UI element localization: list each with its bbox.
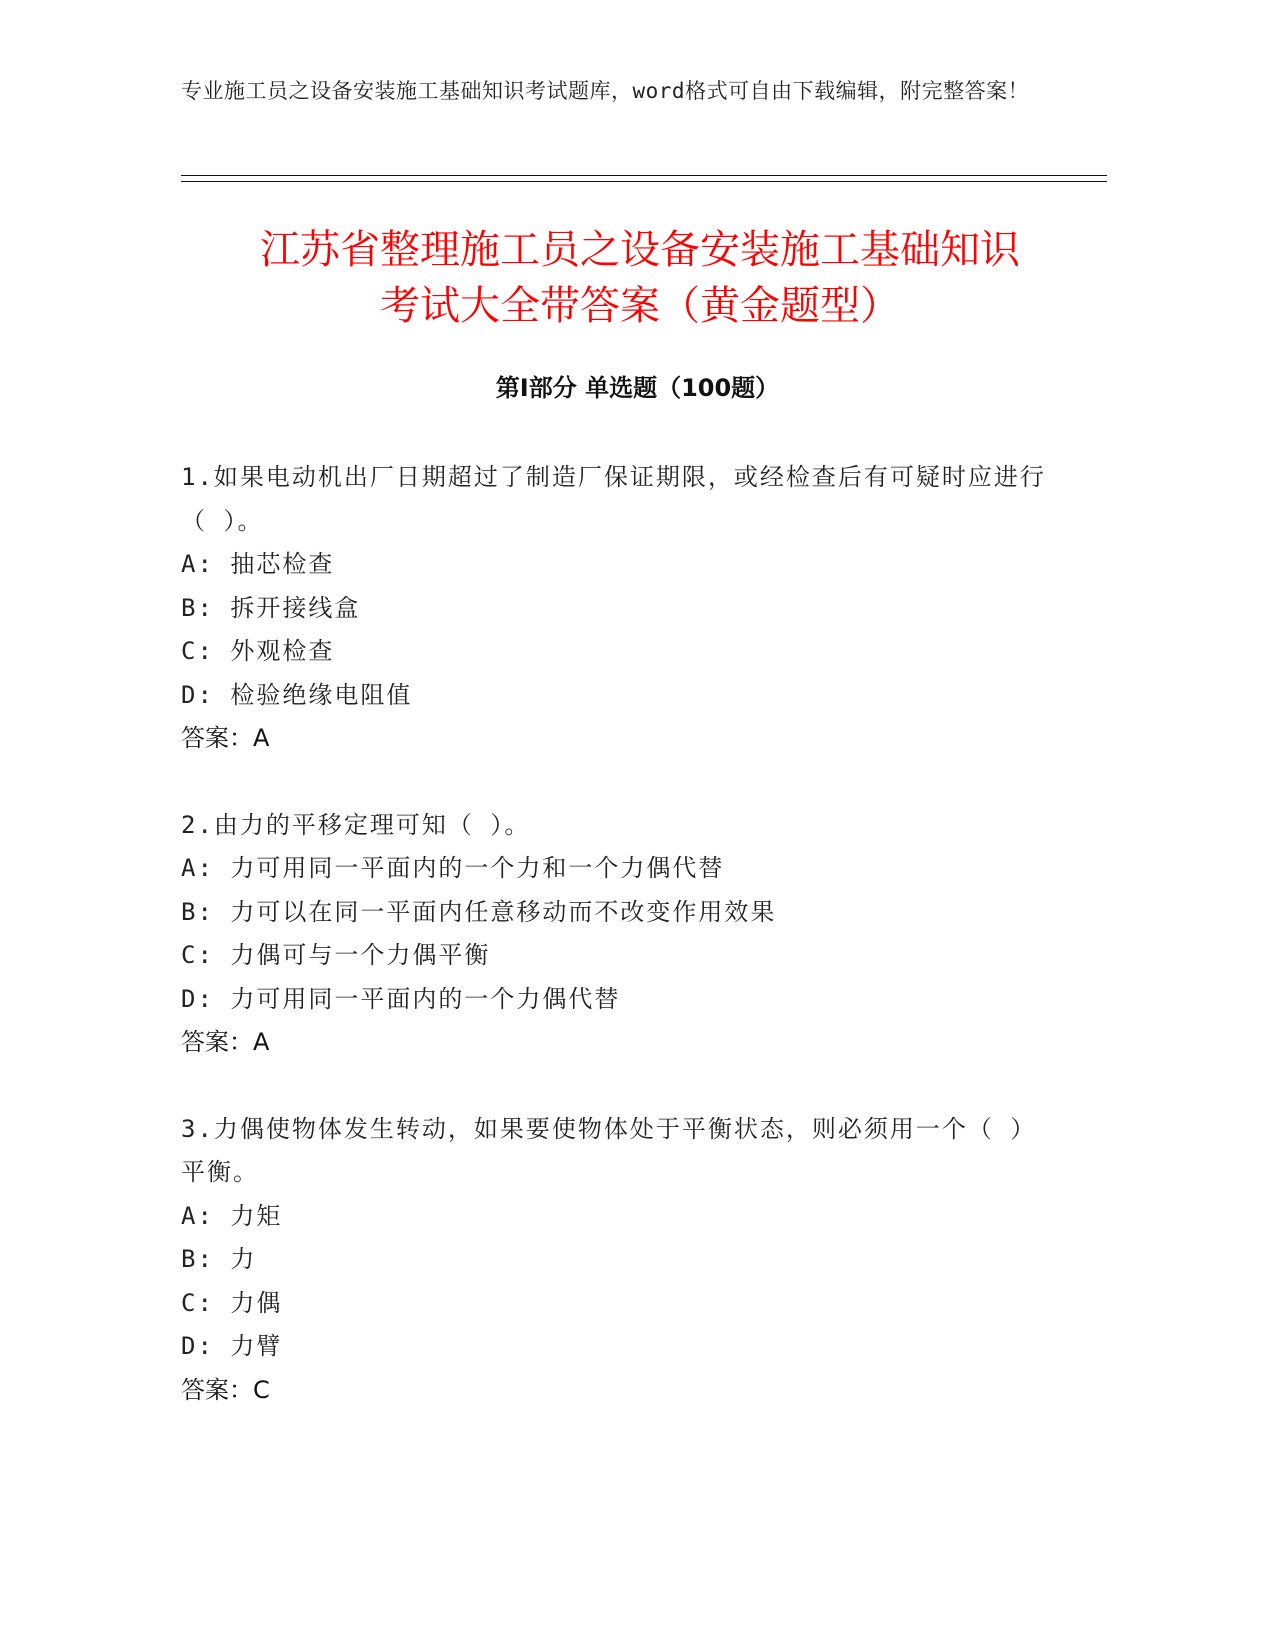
header-rule-bottom (181, 181, 1107, 182)
option-c: C: 力偶可与一个力偶平衡 (181, 941, 491, 969)
document-title-line2: 考试大全带答案（黄金题型） (380, 283, 900, 329)
header-rule-top (181, 175, 1107, 176)
question-3 (181, 1108, 1061, 1413)
answer: 答案：A (181, 1028, 270, 1056)
option-a: A: 抽芯检查 (181, 550, 335, 578)
section-title: 第Ⅰ部分 单选题（100题） (495, 374, 780, 402)
answer: 答案：C (181, 1375, 270, 1404)
question-text: 2.由力的平移定理可知（ ）。 (181, 810, 531, 839)
option-b: B: 力 (181, 1245, 257, 1273)
question-1 (181, 456, 1061, 761)
question-list (181, 456, 1061, 1455)
option-b: B: 力可以在同一平面内任意移动而不改变作用效果 (181, 897, 777, 926)
option-d: D: 力可用同一平面内的一个力偶代替 (181, 984, 621, 1013)
option-b: B: 拆开接线盒 (181, 593, 361, 622)
option-d: D: 力臂 (181, 1332, 283, 1360)
question-text: 3.力偶使物体发生转动，如果要使物体处于平衡状态，则必须用一个（ ）平衡。 (181, 1114, 1037, 1186)
option-c: C: 力偶 (181, 1288, 283, 1317)
header-note: 专业施工员之设备安装施工基础知识考试题库，word格式可自由下载编辑，附完整答案！ (181, 79, 1030, 103)
option-c: C: 外观检查 (181, 637, 335, 665)
document-title-line1: 江苏省整理施工员之设备安装施工基础知识 (260, 227, 1020, 273)
answer: 答案：A (181, 724, 270, 752)
question-text: 1.如果电动机出厂日期超过了制造厂保证期限，或经检查后有可疑时应进行（ ）。 (181, 463, 1046, 535)
option-a: A: 力矩 (181, 1201, 283, 1230)
question-2 (181, 804, 1061, 1065)
document-title (140, 222, 1140, 334)
option-d: D: 检验绝缘电阻值 (181, 680, 413, 709)
option-a: A: 力可用同一平面内的一个力和一个力偶代替 (181, 854, 725, 882)
